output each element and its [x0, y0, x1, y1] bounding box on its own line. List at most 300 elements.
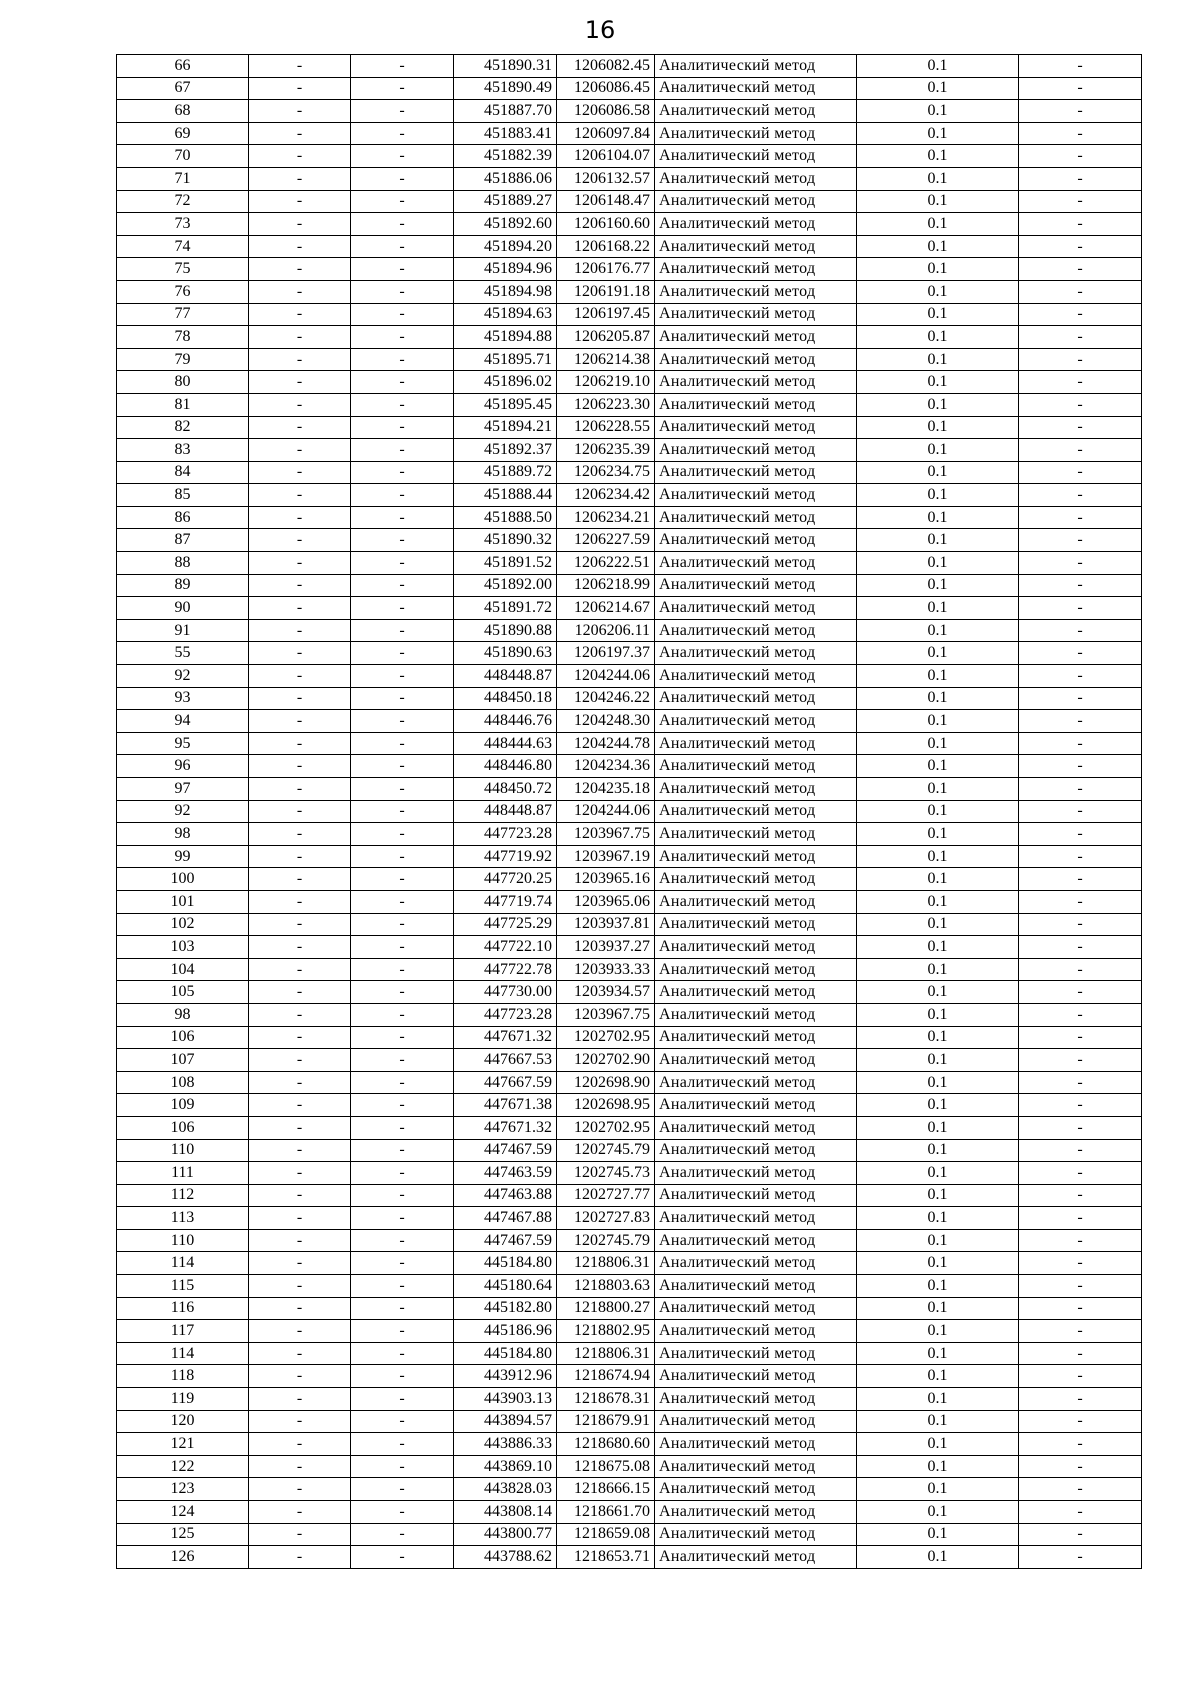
- method-cell: Аналитический метод: [655, 1139, 857, 1162]
- accuracy-cell: 0.1: [857, 687, 1019, 710]
- dash-cell: -: [249, 913, 351, 936]
- dash-cell: -: [1019, 574, 1142, 597]
- x-coordinate-cell: 451890.49: [454, 77, 557, 100]
- point-number-cell: 90: [117, 597, 249, 620]
- y-coordinate-cell: 1218666.15: [557, 1478, 655, 1501]
- method-cell: Аналитический метод: [655, 529, 857, 552]
- method-cell: Аналитический метод: [655, 145, 857, 168]
- method-cell: Аналитический метод: [655, 619, 857, 642]
- y-coordinate-cell: 1203965.06: [557, 890, 655, 913]
- x-coordinate-cell: 451894.21: [454, 416, 557, 439]
- table-row: [117, 1116, 1142, 1139]
- point-number-cell: 110: [117, 1229, 249, 1252]
- accuracy-cell: 0.1: [857, 1455, 1019, 1478]
- dash-cell: -: [249, 167, 351, 190]
- y-coordinate-cell: 1218659.08: [557, 1523, 655, 1546]
- dash-cell: -: [249, 326, 351, 349]
- dash-cell: -: [351, 1116, 454, 1139]
- x-coordinate-cell: 447467.59: [454, 1229, 557, 1252]
- dash-cell: -: [1019, 416, 1142, 439]
- dash-cell: -: [249, 665, 351, 688]
- dash-cell: -: [249, 55, 351, 78]
- dash-cell: -: [1019, 1252, 1142, 1275]
- table-row: [117, 913, 1142, 936]
- dash-cell: -: [351, 1139, 454, 1162]
- table-row: [117, 439, 1142, 462]
- accuracy-cell: 0.1: [857, 303, 1019, 326]
- x-coordinate-cell: 451888.50: [454, 506, 557, 529]
- method-cell: Аналитический метод: [655, 213, 857, 236]
- table-row: [117, 1049, 1142, 1072]
- dash-cell: -: [1019, 1003, 1142, 1026]
- accuracy-cell: 0.1: [857, 213, 1019, 236]
- point-number-cell: 114: [117, 1342, 249, 1365]
- point-number-cell: 88: [117, 552, 249, 575]
- y-coordinate-cell: 1206148.47: [557, 190, 655, 213]
- y-coordinate-cell: 1206086.58: [557, 100, 655, 123]
- accuracy-cell: 0.1: [857, 348, 1019, 371]
- point-number-cell: 55: [117, 642, 249, 665]
- dash-cell: -: [1019, 845, 1142, 868]
- y-coordinate-cell: 1206176.77: [557, 258, 655, 281]
- dash-cell: -: [249, 416, 351, 439]
- dash-cell: -: [249, 1342, 351, 1365]
- x-coordinate-cell: 447730.00: [454, 981, 557, 1004]
- dash-cell: -: [249, 1094, 351, 1117]
- method-cell: Аналитический метод: [655, 1320, 857, 1343]
- table-row: [117, 326, 1142, 349]
- accuracy-cell: 0.1: [857, 1320, 1019, 1343]
- y-coordinate-cell: 1204234.36: [557, 755, 655, 778]
- dash-cell: -: [351, 800, 454, 823]
- table-row: [117, 1297, 1142, 1320]
- method-cell: Аналитический метод: [655, 732, 857, 755]
- point-number-cell: 80: [117, 371, 249, 394]
- method-cell: Аналитический метод: [655, 597, 857, 620]
- method-cell: Аналитический метод: [655, 778, 857, 801]
- accuracy-cell: 0.1: [857, 484, 1019, 507]
- x-coordinate-cell: 448444.63: [454, 732, 557, 755]
- x-coordinate-cell: 447722.78: [454, 958, 557, 981]
- x-coordinate-cell: 443869.10: [454, 1455, 557, 1478]
- method-cell: Аналитический метод: [655, 326, 857, 349]
- y-coordinate-cell: 1203967.75: [557, 1003, 655, 1026]
- table-row: [117, 574, 1142, 597]
- dash-cell: -: [351, 687, 454, 710]
- y-coordinate-cell: 1218661.70: [557, 1501, 655, 1524]
- method-cell: Аналитический метод: [655, 710, 857, 733]
- method-cell: Аналитический метод: [655, 1184, 857, 1207]
- y-coordinate-cell: 1206218.99: [557, 574, 655, 597]
- accuracy-cell: 0.1: [857, 936, 1019, 959]
- method-cell: Аналитический метод: [655, 1229, 857, 1252]
- accuracy-cell: 0.1: [857, 1026, 1019, 1049]
- y-coordinate-cell: 1204248.30: [557, 710, 655, 733]
- dash-cell: -: [249, 981, 351, 1004]
- x-coordinate-cell: 445184.80: [454, 1342, 557, 1365]
- dash-cell: -: [1019, 823, 1142, 846]
- point-number-cell: 104: [117, 958, 249, 981]
- dash-cell: -: [1019, 145, 1142, 168]
- x-coordinate-cell: 447667.59: [454, 1071, 557, 1094]
- method-cell: Аналитический метод: [655, 1546, 857, 1569]
- y-coordinate-cell: 1204235.18: [557, 778, 655, 801]
- x-coordinate-cell: 451894.96: [454, 258, 557, 281]
- dash-cell: -: [1019, 890, 1142, 913]
- accuracy-cell: 0.1: [857, 258, 1019, 281]
- dash-cell: -: [1019, 1162, 1142, 1185]
- dash-cell: -: [1019, 1433, 1142, 1456]
- dash-cell: -: [249, 710, 351, 733]
- dash-cell: -: [249, 755, 351, 778]
- x-coordinate-cell: 447723.28: [454, 1003, 557, 1026]
- method-cell: Аналитический метод: [655, 936, 857, 959]
- method-cell: Аналитический метод: [655, 167, 857, 190]
- y-coordinate-cell: 1206235.39: [557, 439, 655, 462]
- dash-cell: -: [351, 890, 454, 913]
- table-row: [117, 1388, 1142, 1411]
- dash-cell: -: [351, 393, 454, 416]
- x-coordinate-cell: 447463.59: [454, 1162, 557, 1185]
- accuracy-cell: 0.1: [857, 732, 1019, 755]
- table-row: [117, 1026, 1142, 1049]
- table-row: [117, 371, 1142, 394]
- accuracy-cell: 0.1: [857, 1365, 1019, 1388]
- y-coordinate-cell: 1202702.95: [557, 1116, 655, 1139]
- dash-cell: -: [1019, 958, 1142, 981]
- dash-cell: -: [351, 1252, 454, 1275]
- dash-cell: -: [249, 845, 351, 868]
- table-row: [117, 710, 1142, 733]
- point-number-cell: 106: [117, 1026, 249, 1049]
- dash-cell: -: [351, 823, 454, 846]
- method-cell: Аналитический метод: [655, 1455, 857, 1478]
- dash-cell: -: [1019, 1342, 1142, 1365]
- y-coordinate-cell: 1218803.63: [557, 1275, 655, 1298]
- dash-cell: -: [351, 303, 454, 326]
- dash-cell: -: [249, 778, 351, 801]
- point-number-cell: 107: [117, 1049, 249, 1072]
- dash-cell: -: [351, 665, 454, 688]
- dash-cell: -: [1019, 1229, 1142, 1252]
- x-coordinate-cell: 447671.32: [454, 1026, 557, 1049]
- method-cell: Аналитический метод: [655, 845, 857, 868]
- point-number-cell: 98: [117, 1003, 249, 1026]
- dash-cell: -: [351, 484, 454, 507]
- y-coordinate-cell: 1203965.16: [557, 868, 655, 891]
- point-number-cell: 110: [117, 1139, 249, 1162]
- dash-cell: -: [1019, 122, 1142, 145]
- x-coordinate-cell: 443912.96: [454, 1365, 557, 1388]
- accuracy-cell: 0.1: [857, 1184, 1019, 1207]
- x-coordinate-cell: 443894.57: [454, 1410, 557, 1433]
- y-coordinate-cell: 1218678.31: [557, 1388, 655, 1411]
- point-number-cell: 95: [117, 732, 249, 755]
- dash-cell: -: [351, 1546, 454, 1569]
- method-cell: Аналитический метод: [655, 303, 857, 326]
- dash-cell: -: [351, 1342, 454, 1365]
- point-number-cell: 121: [117, 1433, 249, 1456]
- accuracy-cell: 0.1: [857, 235, 1019, 258]
- dash-cell: -: [1019, 1071, 1142, 1094]
- y-coordinate-cell: 1206104.07: [557, 145, 655, 168]
- x-coordinate-cell: 447467.59: [454, 1139, 557, 1162]
- point-number-cell: 69: [117, 122, 249, 145]
- table-row: [117, 190, 1142, 213]
- y-coordinate-cell: 1203937.27: [557, 936, 655, 959]
- dash-cell: -: [249, 1003, 351, 1026]
- dash-cell: -: [351, 190, 454, 213]
- point-number-cell: 92: [117, 665, 249, 688]
- point-number-cell: 89: [117, 574, 249, 597]
- x-coordinate-cell: 445186.96: [454, 1320, 557, 1343]
- y-coordinate-cell: 1206222.51: [557, 552, 655, 575]
- x-coordinate-cell: 451886.06: [454, 167, 557, 190]
- dash-cell: -: [249, 1388, 351, 1411]
- accuracy-cell: 0.1: [857, 665, 1019, 688]
- table-row: [117, 213, 1142, 236]
- method-cell: Аналитический метод: [655, 393, 857, 416]
- dash-cell: -: [351, 1320, 454, 1343]
- dash-cell: -: [249, 1410, 351, 1433]
- dash-cell: -: [351, 778, 454, 801]
- dash-cell: -: [1019, 1297, 1142, 1320]
- dash-cell: -: [1019, 619, 1142, 642]
- table-row: [117, 732, 1142, 755]
- dash-cell: -: [1019, 326, 1142, 349]
- accuracy-cell: 0.1: [857, 958, 1019, 981]
- point-number-cell: 73: [117, 213, 249, 236]
- method-cell: Аналитический метод: [655, 958, 857, 981]
- dash-cell: -: [351, 326, 454, 349]
- dash-cell: -: [249, 529, 351, 552]
- accuracy-cell: 0.1: [857, 1342, 1019, 1365]
- table-row: [117, 1252, 1142, 1275]
- point-number-cell: 126: [117, 1546, 249, 1569]
- table-row: [117, 1184, 1142, 1207]
- dash-cell: -: [1019, 371, 1142, 394]
- point-number-cell: 103: [117, 936, 249, 959]
- dash-cell: -: [1019, 1546, 1142, 1569]
- point-number-cell: 76: [117, 280, 249, 303]
- method-cell: Аналитический метод: [655, 122, 857, 145]
- dash-cell: -: [351, 258, 454, 281]
- dash-cell: -: [351, 213, 454, 236]
- table-row: [117, 529, 1142, 552]
- point-number-cell: 99: [117, 845, 249, 868]
- method-cell: Аналитический метод: [655, 687, 857, 710]
- x-coordinate-cell: 447725.29: [454, 913, 557, 936]
- dash-cell: -: [249, 1162, 351, 1185]
- x-coordinate-cell: 451882.39: [454, 145, 557, 168]
- accuracy-cell: 0.1: [857, 145, 1019, 168]
- accuracy-cell: 0.1: [857, 845, 1019, 868]
- method-cell: Аналитический метод: [655, 1003, 857, 1026]
- y-coordinate-cell: 1206197.37: [557, 642, 655, 665]
- x-coordinate-cell: 448448.87: [454, 800, 557, 823]
- accuracy-cell: 0.1: [857, 552, 1019, 575]
- point-number-cell: 102: [117, 913, 249, 936]
- dash-cell: -: [351, 552, 454, 575]
- dash-cell: -: [1019, 1094, 1142, 1117]
- table-row: [117, 77, 1142, 100]
- accuracy-cell: 0.1: [857, 755, 1019, 778]
- table-row: [117, 1320, 1142, 1343]
- y-coordinate-cell: 1206086.45: [557, 77, 655, 100]
- dash-cell: -: [249, 1546, 351, 1569]
- dash-cell: -: [351, 122, 454, 145]
- dash-cell: -: [351, 913, 454, 936]
- accuracy-cell: 0.1: [857, 393, 1019, 416]
- dash-cell: -: [249, 958, 351, 981]
- dash-cell: -: [249, 258, 351, 281]
- method-cell: Аналитический метод: [655, 981, 857, 1004]
- accuracy-cell: 0.1: [857, 122, 1019, 145]
- method-cell: Аналитический метод: [655, 100, 857, 123]
- dash-cell: -: [351, 1094, 454, 1117]
- dash-cell: -: [1019, 1455, 1142, 1478]
- dash-cell: -: [1019, 1049, 1142, 1072]
- table-row: [117, 552, 1142, 575]
- dash-cell: -: [249, 890, 351, 913]
- accuracy-cell: 0.1: [857, 890, 1019, 913]
- x-coordinate-cell: 451889.72: [454, 461, 557, 484]
- method-cell: Аналитический метод: [655, 416, 857, 439]
- accuracy-cell: 0.1: [857, 1275, 1019, 1298]
- dash-cell: -: [351, 1207, 454, 1230]
- page-number: 16: [584, 16, 616, 44]
- y-coordinate-cell: 1202702.90: [557, 1049, 655, 1072]
- y-coordinate-cell: 1203967.19: [557, 845, 655, 868]
- x-coordinate-cell: 447671.32: [454, 1116, 557, 1139]
- table-row: [117, 755, 1142, 778]
- dash-cell: -: [1019, 800, 1142, 823]
- table-row: [117, 981, 1142, 1004]
- method-cell: Аналитический метод: [655, 1071, 857, 1094]
- dash-cell: -: [351, 145, 454, 168]
- dash-cell: -: [249, 1071, 351, 1094]
- dash-cell: -: [1019, 1523, 1142, 1546]
- accuracy-cell: 0.1: [857, 167, 1019, 190]
- dash-cell: -: [351, 439, 454, 462]
- dash-cell: -: [1019, 393, 1142, 416]
- y-coordinate-cell: 1206197.45: [557, 303, 655, 326]
- dash-cell: -: [351, 1478, 454, 1501]
- y-coordinate-cell: 1206228.55: [557, 416, 655, 439]
- dash-cell: -: [351, 235, 454, 258]
- method-cell: Аналитический метод: [655, 1433, 857, 1456]
- x-coordinate-cell: 447671.38: [454, 1094, 557, 1117]
- dash-cell: -: [249, 687, 351, 710]
- table-row: [117, 619, 1142, 642]
- y-coordinate-cell: 1218674.94: [557, 1365, 655, 1388]
- x-coordinate-cell: 448450.72: [454, 778, 557, 801]
- dash-cell: -: [249, 552, 351, 575]
- x-coordinate-cell: 443903.13: [454, 1388, 557, 1411]
- dash-cell: -: [1019, 213, 1142, 236]
- y-coordinate-cell: 1202745.79: [557, 1139, 655, 1162]
- table-row: [117, 55, 1142, 78]
- method-cell: Аналитический метод: [655, 823, 857, 846]
- table-row: [117, 1342, 1142, 1365]
- y-coordinate-cell: 1202727.77: [557, 1184, 655, 1207]
- accuracy-cell: 0.1: [857, 1297, 1019, 1320]
- point-number-cell: 72: [117, 190, 249, 213]
- method-cell: Аналитический метод: [655, 258, 857, 281]
- x-coordinate-cell: 447720.25: [454, 868, 557, 891]
- dash-cell: -: [351, 1003, 454, 1026]
- point-number-cell: 111: [117, 1162, 249, 1185]
- table-row: [117, 665, 1142, 688]
- dash-cell: -: [1019, 1501, 1142, 1524]
- point-number-cell: 124: [117, 1501, 249, 1524]
- point-number-cell: 93: [117, 687, 249, 710]
- dash-cell: -: [249, 732, 351, 755]
- dash-cell: -: [1019, 642, 1142, 665]
- method-cell: Аналитический метод: [655, 1275, 857, 1298]
- table-row: [117, 868, 1142, 891]
- x-coordinate-cell: 447467.88: [454, 1207, 557, 1230]
- dash-cell: -: [249, 1365, 351, 1388]
- method-cell: Аналитический метод: [655, 1410, 857, 1433]
- dash-cell: -: [249, 235, 351, 258]
- y-coordinate-cell: 1218680.60: [557, 1433, 655, 1456]
- accuracy-cell: 0.1: [857, 506, 1019, 529]
- accuracy-cell: 0.1: [857, 1071, 1019, 1094]
- dash-cell: -: [1019, 55, 1142, 78]
- method-cell: Аналитический метод: [655, 1026, 857, 1049]
- accuracy-cell: 0.1: [857, 55, 1019, 78]
- accuracy-cell: 0.1: [857, 597, 1019, 620]
- dash-cell: -: [351, 1523, 454, 1546]
- method-cell: Аналитический метод: [655, 890, 857, 913]
- point-number-cell: 117: [117, 1320, 249, 1343]
- method-cell: Аналитический метод: [655, 1207, 857, 1230]
- point-number-cell: 122: [117, 1455, 249, 1478]
- x-coordinate-cell: 448446.76: [454, 710, 557, 733]
- dash-cell: -: [249, 1139, 351, 1162]
- dash-cell: -: [1019, 1388, 1142, 1411]
- dash-cell: -: [249, 1297, 351, 1320]
- dash-cell: -: [351, 77, 454, 100]
- table-row: [117, 1094, 1142, 1117]
- x-coordinate-cell: 447719.74: [454, 890, 557, 913]
- dash-cell: -: [351, 55, 454, 78]
- point-number-cell: 83: [117, 439, 249, 462]
- y-coordinate-cell: 1203933.33: [557, 958, 655, 981]
- dash-cell: -: [351, 1410, 454, 1433]
- y-coordinate-cell: 1218653.71: [557, 1546, 655, 1569]
- accuracy-cell: 0.1: [857, 619, 1019, 642]
- dash-cell: -: [351, 1275, 454, 1298]
- dash-cell: -: [1019, 77, 1142, 100]
- y-coordinate-cell: 1204244.06: [557, 665, 655, 688]
- point-number-cell: 78: [117, 326, 249, 349]
- dash-cell: -: [351, 1388, 454, 1411]
- accuracy-cell: 0.1: [857, 1252, 1019, 1275]
- method-cell: Аналитический метод: [655, 800, 857, 823]
- dash-cell: -: [351, 732, 454, 755]
- table-row: [117, 778, 1142, 801]
- dash-cell: -: [351, 1455, 454, 1478]
- dash-cell: -: [249, 145, 351, 168]
- dash-cell: -: [249, 461, 351, 484]
- x-coordinate-cell: 451887.70: [454, 100, 557, 123]
- method-cell: Аналитический метод: [655, 190, 857, 213]
- method-cell: Аналитический метод: [655, 439, 857, 462]
- dash-cell: -: [1019, 665, 1142, 688]
- dash-cell: -: [351, 642, 454, 665]
